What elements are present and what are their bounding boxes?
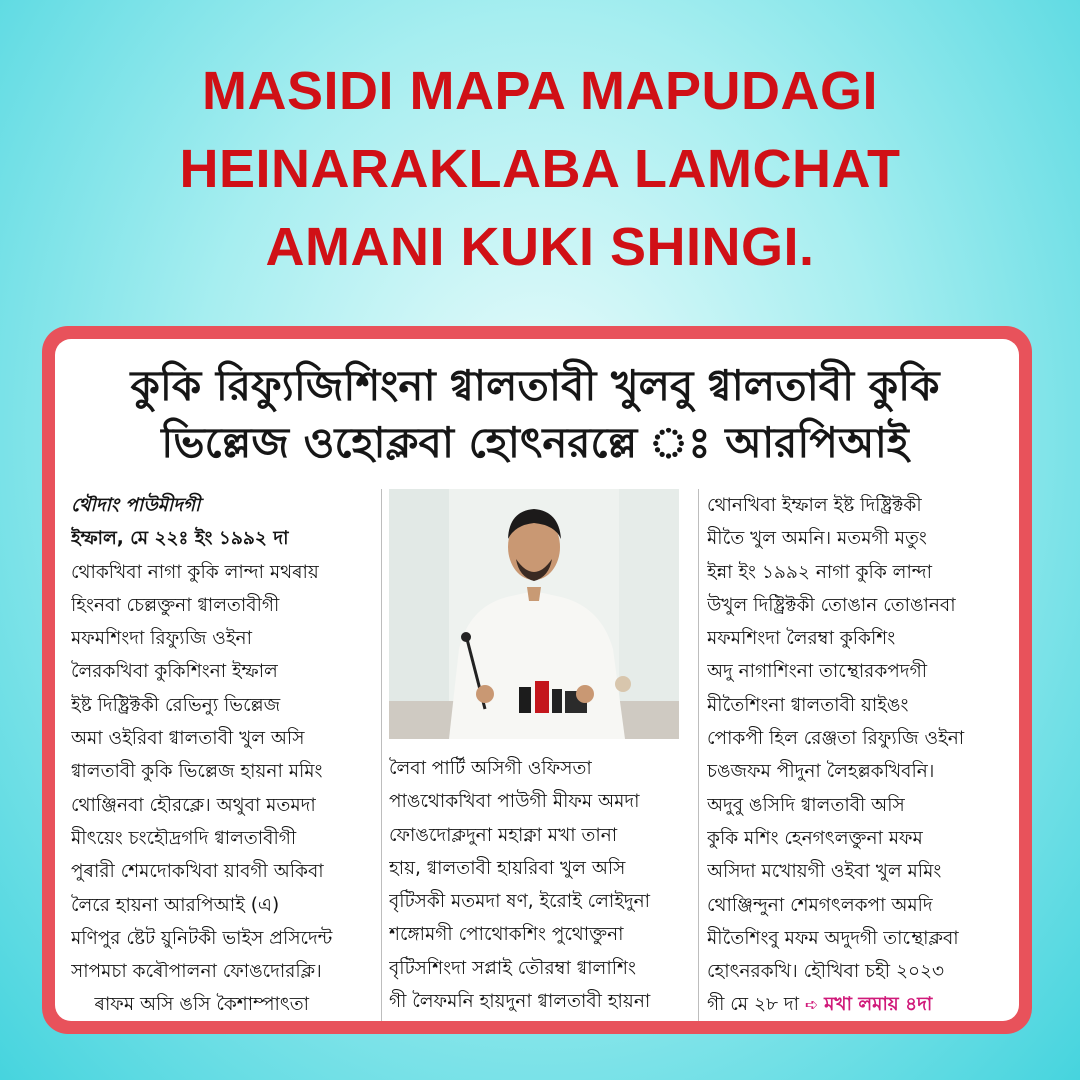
article-line: থোকখিবা নাগা কুকি লান্দা মথৰায়	[71, 561, 319, 583]
article-line: মণিপুর ষ্টেট য়ুনিটকী ভাইস প্রসিদেন্ট	[71, 927, 333, 949]
article-line: বৃটিসশিংদা সপ্লাই তৌরম্বা গ্বালাশিং	[389, 957, 636, 979]
article-column-3	[707, 489, 1007, 1021]
article-line: ইম্ফাল, মে ২২ঃ ইং ১৯৯২ দা	[71, 528, 289, 550]
continued-arrow-icon: ➪	[804, 995, 819, 1015]
article-line: লৈবা পার্টি অসিগী ওফিসতা	[389, 758, 592, 779]
clipping-title	[75, 357, 995, 471]
article-line: ইন্না ইং ১৯৯২ নাগা কুকি লান্দা	[707, 561, 933, 583]
article-line: ফোঙদোক্লদুনা মহাক্না মখা তানা	[389, 824, 618, 846]
article-line: মীতৈশিংনা গ্বালতাবী য়াইঙং	[707, 694, 909, 716]
headline-line-3: AMANI KUKI SHINGI.	[265, 217, 815, 277]
article-line: মফমশিংদা লৈরম্বা কুকিশিং	[707, 628, 896, 650]
speaker-photo	[389, 489, 679, 739]
clipping-title-line-1: কুকি রিফ্যুজিশিংনা গ্বালতাবী খুলবু গ্বালতাবী কুকি	[130, 361, 940, 410]
article-line: উখুল দিষ্ট্রিক্টকী তোঙান তোঙানবা	[707, 594, 956, 616]
article-line: মীতৈ খুল অমনি। মতমগী মতুং	[707, 528, 927, 550]
clipping-title-line-2: ভিল্লেজ ওহোক্লবা হোৎনরল্লে ঃ আরপিআই	[161, 418, 909, 467]
article-line: গ্বালতাবী কুকি ভিল্লেজ হায়না মমিং	[71, 761, 323, 783]
article-last-line	[707, 988, 1007, 1021]
article-line: পোকপী হিল রেঞ্জতা রিফ্যুজি ওইনা	[707, 728, 965, 750]
column-divider	[698, 489, 699, 1021]
article-line: অমা ওইরিবা গ্বালতাবী খুল অসি	[71, 728, 305, 750]
article-line: হোৎনরকখি। হৌখিবা চহী ২০২৩	[707, 961, 945, 983]
article-line: অসিদা মখোয়গী ওইবা খুল মমিং	[707, 861, 942, 883]
article-line: ৰাফম অসি ঙসি কৈশাম্পাৎতা	[71, 994, 310, 1016]
headline-line-2: HEINARAKLABA LAMCHAT	[179, 139, 901, 199]
article-line: বৃটিসকী মতমদা ষণ, ইরোই লোইদুনা	[389, 891, 651, 913]
article-line: কুকি মশিং হেনগৎলক্তুনা মফম	[707, 827, 923, 849]
article-line: অদুবু ঙসিদি গ্বালতাবী অসি	[707, 794, 905, 816]
continued-label: মখা লমায় ৪দা	[824, 994, 933, 1016]
article-line: লৈরে হায়না আরপিআই (এ)	[71, 894, 280, 916]
article-line: পুৰারী শেমদোকখিবা য়াবগী অকিবা	[71, 861, 324, 883]
article-line: চঙজফম পীদুনা লৈহল্লকখিবনি।	[707, 761, 935, 783]
speaker-photo-image	[389, 489, 679, 739]
article-line: হিংনবা চেল্লক্তুনা গ্বালতাবীগী	[71, 594, 280, 616]
article-line: ইষ্ট দিষ্ট্রিক্টকী রেভিন্যু ভিল্লেজ	[71, 694, 281, 716]
article-column-1	[71, 489, 373, 1021]
article-line: পাঙথোকখিবা পাউগী মীফম অমদা	[389, 791, 640, 813]
article-line: মীৎয়েং চংহৌদ্রগদি গ্বালতাবীগী	[71, 827, 297, 849]
article-line: সাপমচা কৰৌপালনা ফোঙদোরক্লি।	[71, 961, 322, 983]
article-line: হায়, গ্বালতাবী হায়রিবা খুল অসি	[389, 857, 626, 879]
headline	[40, 52, 1040, 286]
article-line: থোনখিবা ইম্ফাল ইষ্ট দিষ্ট্রিক্টকী	[707, 495, 922, 516]
clipping-frame	[42, 326, 1032, 1034]
article-line: থোঞ্জিন্দুনা শেমগৎলকপা অমদি	[707, 894, 933, 916]
article-line: মীতৈশিংবু মফম অদুদগী তাম্থোক্লবা	[707, 927, 959, 949]
article-line: অদু নাগাশিংনা তাম্থোরকপদগী	[707, 661, 927, 683]
newspaper-clipping	[55, 339, 1019, 1021]
article-line: লৈরকখিবা কুকিশিংনা ইম্ফাল	[71, 661, 278, 683]
article-line-end: গী মে ২৮ দা	[707, 994, 799, 1016]
headline-line-1: MASIDI MAPA MAPUDAGI	[202, 61, 878, 121]
column-divider	[381, 489, 382, 1021]
byline: থৌদাং পাউমীদগী	[71, 495, 201, 516]
article-column-2	[389, 752, 689, 1021]
article-line: থোঞ্জিনবা হৌরক্লে। অথুবা মতমদা	[71, 794, 316, 816]
article-line: গী লৈফমনি হায়দুনা গ্বালতাবী হায়না	[389, 991, 651, 1013]
article-line: মফমশিংদা রিফ্যুজি ওইনা	[71, 628, 252, 650]
article-line: শঙ্গোমগী পোথোকশিং পুথোক্তুনা	[389, 924, 624, 946]
